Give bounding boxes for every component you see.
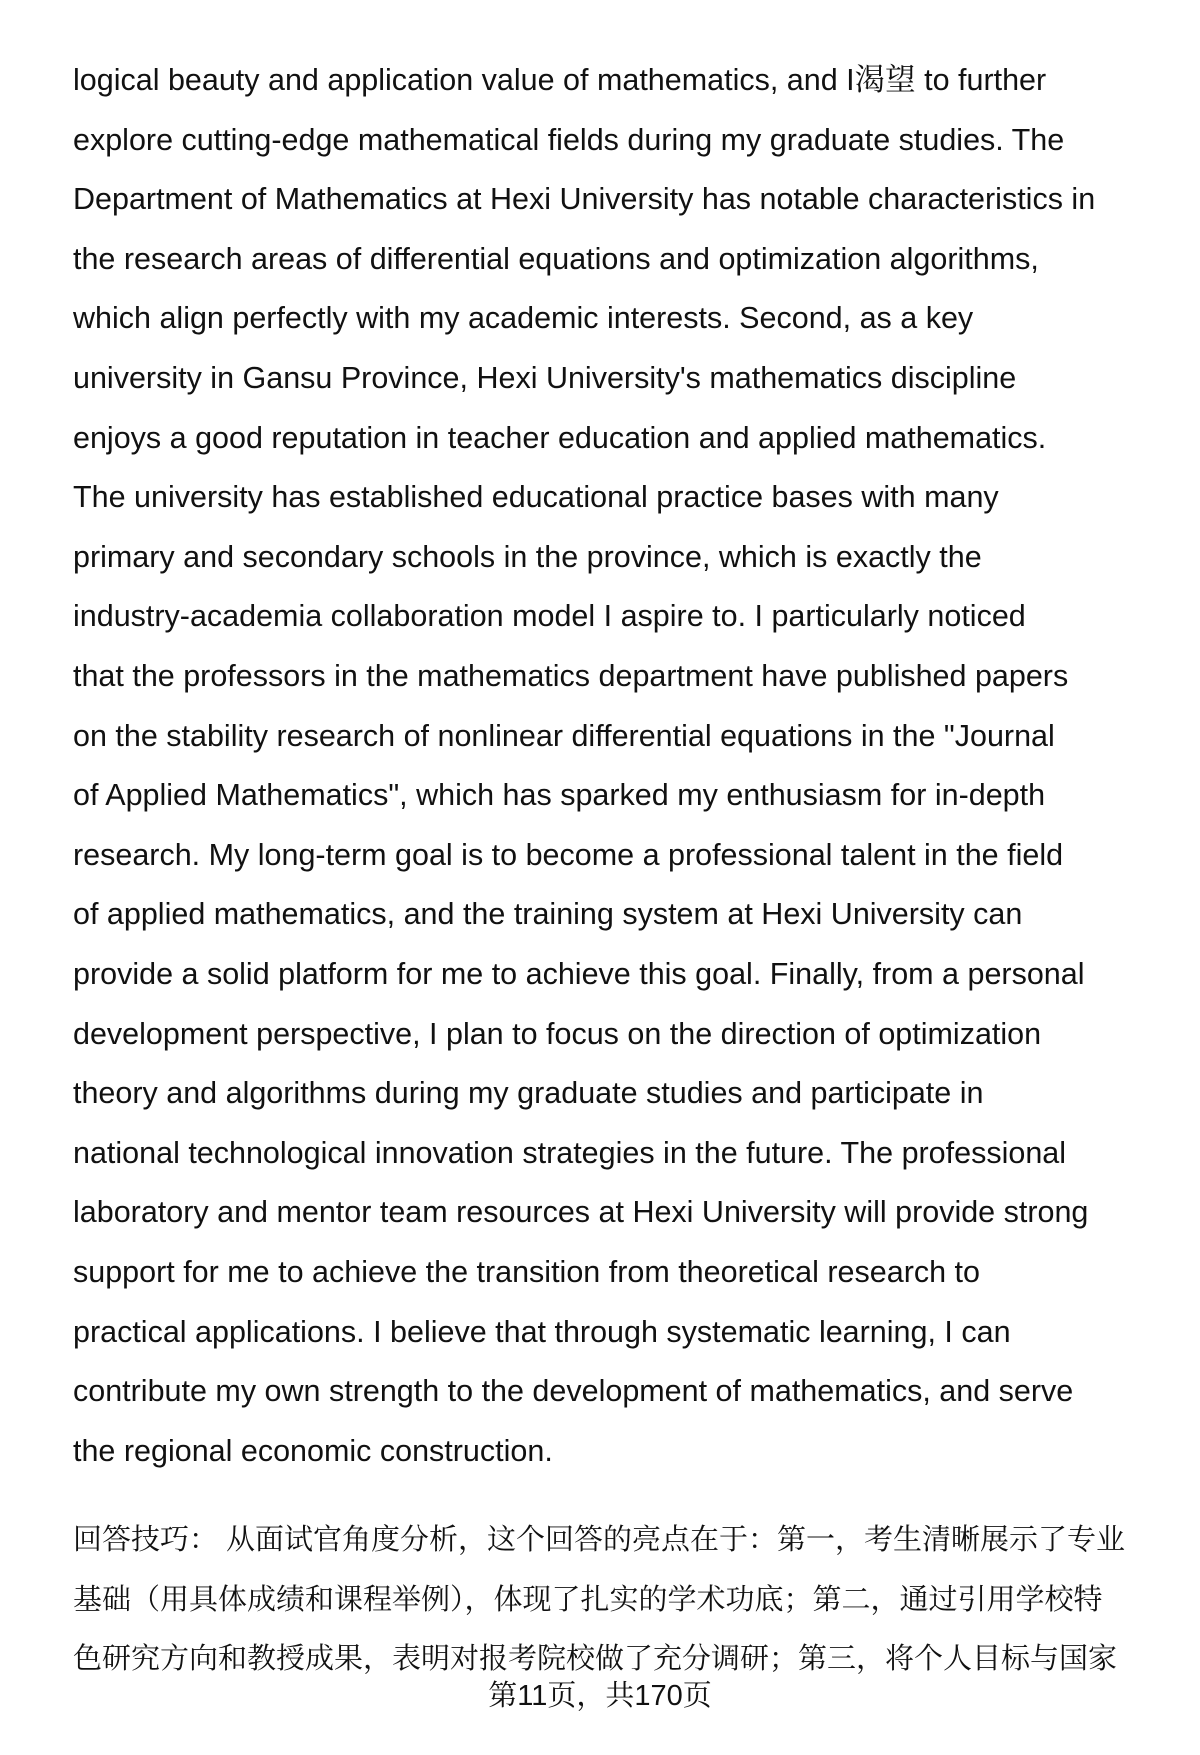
body-text-line: the research areas of differential equations and optimization algorithms, <box>73 241 1039 276</box>
body-text-line: on the stability research of nonlinear differential equations in the "Journal <box>73 718 1055 753</box>
body-text-line: development perspective, I plan to focus on the direction of optimization <box>73 1016 1042 1051</box>
body-text-line: explore cutting-edge mathematical fields during my graduate studies. The <box>73 122 1065 157</box>
body-text-line: research. My long-term goal is to become a professional talent in the field <box>73 837 1064 872</box>
body-text-line: practical applications. I believe that through systematic learning, I can <box>73 1314 1011 1349</box>
body-text-line: theory and algorithms during my graduate studies and participate in <box>73 1076 984 1111</box>
tips-text-line: 色研究方向和教授成果，表明对报考院校做了充分调研；第三，将个人目标与国家 <box>73 1643 1118 1676</box>
page-number-footer: 第11页，共170页 <box>488 1680 712 1712</box>
body-text-line: The university has established educational practice bases with many <box>73 480 999 515</box>
body-text-line: enjoys a good reputation in teacher education and applied mathematics. <box>73 420 1047 455</box>
body-text-line: contribute my own strength to the development of mathematics, and serve <box>73 1374 1074 1409</box>
body-text-line: industry-academia collaboration model I aspire to. I particularly noticed <box>73 599 1026 634</box>
tips-text-line: 回答技巧： 从面试官角度分析，这个回答的亮点在于：第一，考生清晰展示了专业 <box>73 1524 1126 1556</box>
body-text-line: which align perfectly with my academic interests. Second, as a key <box>73 301 974 336</box>
body-text-line: support for me to achieve the transition from theoretical research to <box>73 1255 980 1289</box>
body-text-line: provide a solid platform for me to achieve this goal. Finally, from a personal <box>73 957 1085 991</box>
body-text-line: of applied mathematics, and the training system at Hexi University can <box>73 897 1023 932</box>
body-text-line: the regional economic construction. <box>73 1433 553 1468</box>
body-text-line: that the professors in the mathematics department have published papers <box>73 659 1069 693</box>
tips-text-line: 基础（用具体成绩和课程举例），体现了扎实的学术功底；第二，通过引用学校特 <box>73 1583 1103 1616</box>
body-text-line: Department of Mathematics at Hexi University has notable characteristics in <box>73 182 1096 217</box>
body-text-line: of Applied Mathematics", which has sparked my enthusiasm for in-depth <box>73 778 1046 813</box>
body-text-line: laboratory and mentor team resources at Hexi University will provide strong <box>73 1195 1089 1230</box>
body-text-line: university in Gansu Province, Hexi University's mathematics discipline <box>73 361 1017 395</box>
body-text-line: national technological innovation strategies in the future. The professional <box>73 1135 1067 1170</box>
body-text-line: primary and secondary schools in the province, which is exactly the <box>73 539 982 574</box>
body-text-line: logical beauty and application value of mathematics, and I渴望 to further <box>73 63 1047 97</box>
